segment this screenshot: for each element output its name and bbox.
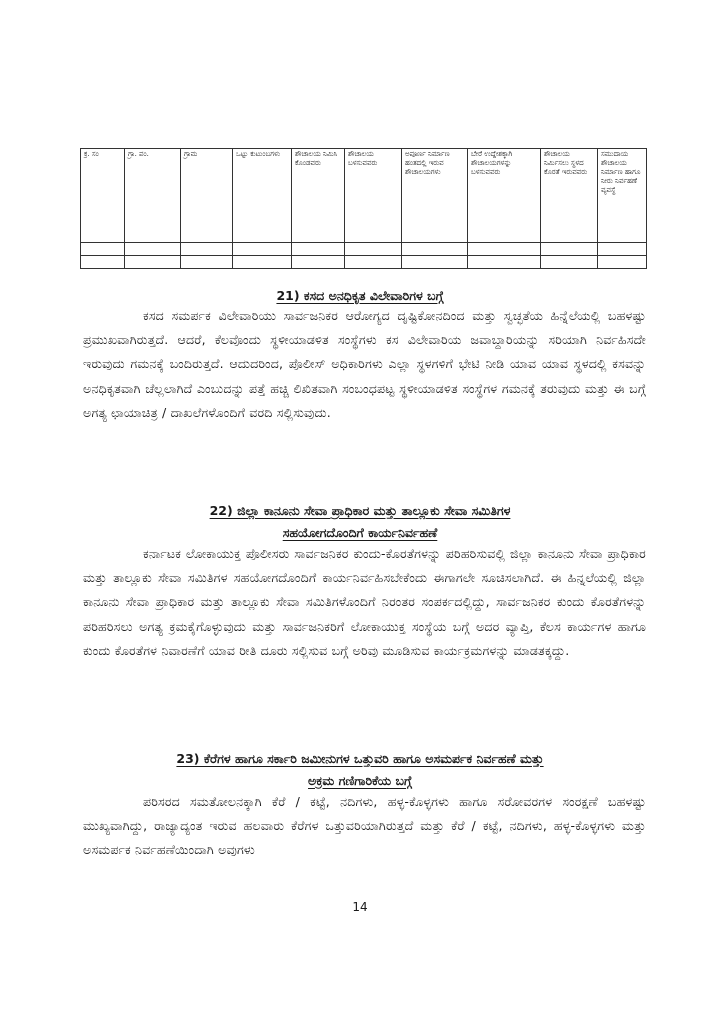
- table-header-cell: ಸಮುದಾಯ ಶೌಚಾಲಯ ನಿರ್ಮಾಣ ಹಾಗೂ ನೀರು ನಿರ್ವಹಣೆ ವ್ಯವಸ್ಥೆ: [598, 149, 647, 243]
- section-23-paragraph: ಪರಿಸರದ ಸಮತೋಲನಕ್ಕಾಗಿ ಕೆರೆ / ಕಟ್ಟೆ, ನದಿಗಳು, ಹಳ್ಳ-ಕೊಳ್ಳಗಳು ಹಾಗೂ ಸರೋವರಗಳ ಸಂರಕ್ಷಣೆ ಬಹಳಷ್ಟು ಮುಖ್ಯವಾಗಿದ್ದು, ರಾಜ್ಯಾದ್ಯಂತ ಇರುವ ಹಲವಾರು ಕೆರೆಗಳ ಒತ್ತುವರಿಯಾಗಿರುತ್ತದೆ ಮತ್ತು ಕೆರೆ / ಕಟ್ಟೆ, ನದಿಗಳು, ಹಳ್ಳ-ಕೊಳ್ಳಗಳು ಮತ್ತು ಅಸಮರ್ಪಕ ನಿರ್ವಹಣೆಯಿಂದಾಗಿ ಅವುಗಳು: [83, 794, 646, 858]
- table-cell: [233, 256, 292, 269]
- section-23-heading-line-1: 23) ಕೆರೆಗಳ ಹಾಗೂ ಸರ್ಕಾರಿ ಜಮೀನುಗಳ ಒತ್ತುವರಿ ಹಾಗೂ ಅಸಮರ್ಪಕ ನಿರ್ವಹಣೆ ಮತ್ತು: [176, 751, 544, 766]
- section-23-heading: [0, 748, 720, 792]
- table-cell: [292, 256, 345, 269]
- table-cell: [181, 256, 233, 269]
- section-21-heading-text: 21) ಕಸದ ಅನಧಿಕೃತ ವಿಲೇವಾರಿಗಳ ಬಗ್ಗೆ: [276, 288, 444, 303]
- table-cell: [292, 243, 345, 256]
- sanitation-survey-table: [80, 148, 647, 269]
- table-cell: [345, 243, 402, 256]
- table-cell: [125, 243, 181, 256]
- table-header-cell: ಶೌಚಾಲಯ ನಿರ್ಮಿಸಲು ಸ್ಥಳದ ಕೊರತೆ ಇರುವವರು: [541, 149, 598, 243]
- section-23-heading-line-2: ಅಕ್ರಮ ಗಣಿಗಾರಿಕೆಯ ಬಗ್ಗೆ: [308, 773, 412, 788]
- table-cell: [598, 243, 647, 256]
- table-header-row: [81, 149, 647, 243]
- table-cell: [598, 256, 647, 269]
- table-header-cell: ಶೌಚಾಲಯ ಬಳಸುವವರು: [345, 149, 402, 243]
- page-number: 14: [352, 900, 368, 914]
- table-cell: [402, 256, 468, 269]
- section-21-paragraph: ಕಸದ ಸಮರ್ಪಕ ವಿಲೇವಾರಿಯು ಸಾರ್ವಜನಿಕರ ಆರೋಗ್ಯದ ದೃಷ್ಟಿಕೋನದಿಂದ ಮತ್ತು ಸ್ವಚ್ಛತೆಯ ಹಿನ್ನೆಲೆಯಲ್ಲಿ ಬಹಳಷ್ಟು ಪ್ರಮುಖವಾಗಿರುತ್ತದೆ. ಆದರೆ, ಕೆಲವೊಂದು ಸ್ಥಳೀಯಾಡಳಿತ ಸಂಸ್ಥೆಗಳು ಕಸ ವಿಲೇವಾರಿಯ ಜವಾಬ್ದಾರಿಯನ್ನು ಸರಿಯಾಗಿ ನಿರ್ವಹಿಸದೇ ಇರುವುದು ಗಮನಕ್ಕೆ ಬಂದಿರುತ್ತದೆ. ಆದುದರಿಂದ, ಪೊಲೀಸ್ ಅಧಿಕಾರಿಗಳು ಎಲ್ಲಾ ಸ್ಥಳಗಳಿಗೆ ಭೇಟಿ ನೀಡಿ ಯಾವ ಯಾವ ಸ್ಥಳದಲ್ಲಿ ಕಸವನ್ನು ಅನಧಿಕೃತವಾಗಿ ಚೆಲ್ಲಲಾಗಿದೆ ಎಂಬುದನ್ನು ಪತ್ತೆ ಹಚ್ಚಿ ಲಿಖಿತವಾಗಿ ಸಂಬಂಧಪಟ್ಟ ಸ್ಥಳೀಯಾಡಳಿತ ಸಂಸ್ಥೆಗಳ ಗಮನಕ್ಕೆ ತರುವುದು ಮತ್ತು ಈ ಬಗ್ಗೆ ಅಗತ್ಯ ಛಾಯಾಚಿತ್ರ / ದಾಖಲೆಗಳೊಂದಿಗೆ ವರದಿ ಸಲ್ಲಿಸುವುದು.: [83, 308, 646, 420]
- table-header-cell: ಒಟ್ಟು ಕುಟುಂಬಗಳು: [233, 149, 292, 243]
- table-row: [81, 243, 647, 256]
- table-cell: [233, 243, 292, 256]
- section-22-paragraph: ಕರ್ನಾಟಕ ಲೋಕಾಯುಕ್ತ ಪೊಲೀಸರು ಸಾರ್ವಜನಿಕರ ಕುಂದು-ಕೊರತೆಗಳನ್ನು ಪರಿಹರಿಸುವಲ್ಲಿ ಜಿಲ್ಲಾ ಕಾನೂನು ಸೇವಾ ಪ್ರಾಧಿಕಾರ ಮತ್ತು ತಾಲ್ಲೂಕು ಸೇವಾ ಸಮಿತಿಗಳ ಸಹಯೋಗದೊಂದಿಗೆ ಕಾರ್ಯನಿರ್ವಹಿಸಬೇಕೆಂದು ಈಗಾಗಲೇ ಸೂಚಿಸಲಾಗಿದೆ. ಈ ಹಿನ್ನಲೆಯಲ್ಲಿ ಜಿಲ್ಲಾ ಕಾನೂನು ಸೇವಾ ಪ್ರಾಧಿಕಾರ ಮತ್ತು ತಾಲ್ಲೂಕು ಸೇವಾ ಸಮಿತಿಗಳೊಂದಿಗೆ ನಿರಂತರ ಸಂಪರ್ಕದಲ್ಲಿದ್ದು, ಸಾರ್ವಜನಿಕರ ಕುಂದು ಕೊರತೆಗಳನ್ನು ಪರಿಹರಿಸಲು ಅಗತ್ಯ ಕ್ರಮಕೈಗೊಳ್ಳುವುದು ಮತ್ತು ಸಾರ್ವಜನಿಕರಿಗೆ ಲೋಕಾಯುಕ್ತ ಸಂಸ್ಥೆಯ ಬಗ್ಗೆ ಅದರ ವ್ಯಾಪ್ತಿ, ಕೆಲಸ ಕಾರ್ಯಗಳ ಹಾಗೂ ಕುಂದು ಕೊರತೆಗಳ ನಿವಾರಣೆಗೆ ಯಾವ ರೀತಿ ದೂರು ಸಲ್ಲಿಸುವ ಬಗ್ಗೆ ಅರಿವು ಮೂಡಿಸುವ ಕಾರ್ಯಕ್ರಮಗಳನ್ನು ಮಾಡತಕ್ಕದ್ದು.: [83, 546, 646, 658]
- table-cell: [468, 256, 541, 269]
- table-header-cell: ಅಪೂರ್ಣ ನಿರ್ಮಾಣ ಹಂತದಲ್ಲಿ ಇರುವ ಶೌಚಾಲಯಗಳು: [402, 149, 468, 243]
- table-header-cell: ಗ್ರಾಮ: [181, 149, 233, 243]
- table-header-cell: ಗ್ರಾ. ಪಂ.: [125, 149, 181, 243]
- table-cell: [402, 243, 468, 256]
- table-cell: [468, 243, 541, 256]
- table-row: [81, 256, 647, 269]
- section-22-heading: [0, 500, 720, 544]
- table-cell: [345, 256, 402, 269]
- table-cell: [81, 256, 125, 269]
- section-22-heading-line-2: ಸಹಯೋಗದೊಂದಿಗೆ ಕಾರ್ಯನಿರ್ವಹಣೆ: [282, 525, 438, 540]
- table-cell: [181, 243, 233, 256]
- table-cell: [81, 243, 125, 256]
- table-cell: [541, 256, 598, 269]
- table-header-cell: ಬೇರೆ ಉದ್ದೇಶಕ್ಕಾಗಿ ಶೌಚಾಲಯಗಳನ್ನು ಬಳಸುವವರು: [468, 149, 541, 243]
- table-header-cell: ಕ್ರ. ಸಂ: [81, 149, 125, 243]
- table-cell: [541, 243, 598, 256]
- table-header-cell: ಶೌಚಾಲಯ ನಿಮಿಸಿ ಕೊಂಡವರು: [292, 149, 345, 243]
- section-22-heading-line-1: 22) ಜಿಲ್ಲಾ ಕಾನೂನು ಸೇವಾ ಪ್ರಾಧಿಕಾರ ಮತ್ತು ತಾಲ್ಲೂಕು ಸೇವಾ ಸಮಿತಿಗಳ: [209, 503, 511, 518]
- table-cell: [125, 256, 181, 269]
